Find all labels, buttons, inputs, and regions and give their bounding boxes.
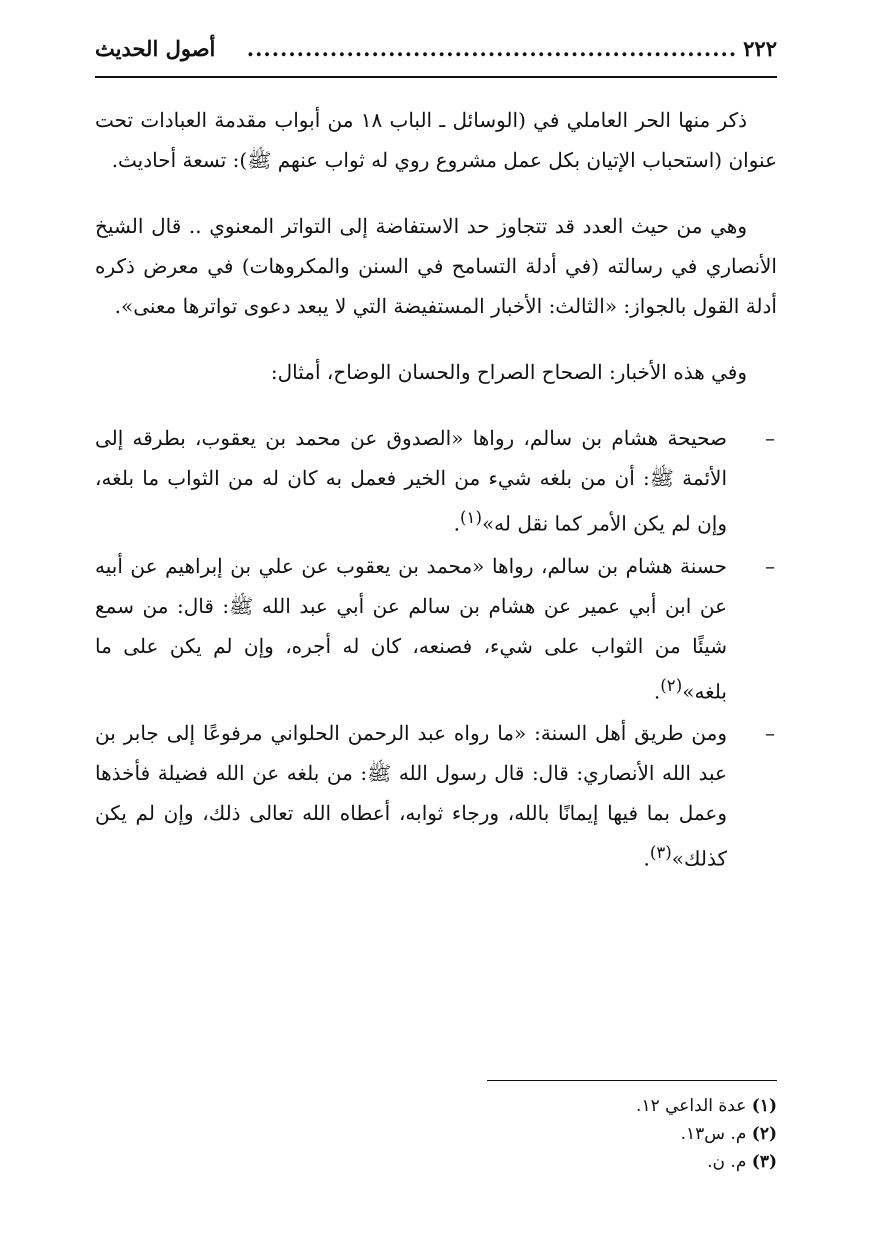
running-header: [95, 36, 777, 72]
footnote-ref: (٣): [649, 843, 672, 863]
footnote-ref: (٢): [660, 675, 683, 695]
list-item-text: صحيحة هشام بن سالم، رواها «الصدوق عن محمد بن يعقوب، بطرقه إلى الأئمة ﷺ: أن من بلغه شيء من الخير فعمل به كان له من الثواب ما بلغه، وإن لم يكن الأمر كما نقل له»: [95, 426, 727, 536]
footnote-text: م. ن.: [707, 1152, 747, 1172]
footnote-1: [487, 1092, 777, 1120]
list-item-text: حسنة هشام بن سالم، رواها «محمد بن يعقوب عن علي بن إبراهيم عن أبيه عن ابن أبي عمير عن هشام بن سالم عن أبي عبد الله ﷺ: قال: من سمع شيئًا من الثواب على شيء، فصنعه، كان له أجره، وإن لم يكن على ما بلغه»: [95, 553, 727, 704]
list-item-end: .: [453, 511, 460, 536]
footnotes: [487, 1092, 777, 1176]
paragraph-1: ذكر منها الحر العاملي في (الوسائل ـ الباب ١٨ من أبواب مقدمة العبادات تحت عنوان (استحباب الإتيان بكل عمل مشروع روي له ثواب عنهم ﷺ): تسعة أحاديث.: [95, 108, 777, 172]
main-text: [95, 100, 777, 881]
list-item: [95, 713, 777, 879]
list-item: [95, 546, 777, 712]
list-item-end: .: [643, 846, 650, 871]
header-leader-dots: ...........................................................: [246, 36, 738, 61]
footnote-text: عدة الداعي ١٢.: [636, 1096, 747, 1116]
hadith-list: [95, 418, 777, 879]
page-number: ٢٢٢: [743, 36, 777, 61]
list-dash: –: [765, 553, 775, 578]
footnote-mark: (٣): [751, 1152, 777, 1172]
footnote-2: [487, 1120, 777, 1148]
footnote-mark: (١): [751, 1096, 777, 1116]
paragraph-2: وهي من حيث العدد قد تتجاوز حد الاستفاضة إلى التواتر المعنوي .. قال الشيخ الأنصاري في رسالته (في أدلة التسامح في السنن والمكروهات) في معرض ذكره أدلة القول بالجواز: «الثالث: الأخبار المستفيضة التي لا يبعد دعوى تواترها معنى».: [95, 214, 777, 318]
footnote-3: [487, 1148, 777, 1176]
running-title: أصول الحديث: [95, 36, 216, 61]
list-item-text: ومن طريق أهل السنة: «ما رواه عبد الرحمن الحلواني مرفوعًا إلى جابر بن عبد الله الأنصاري: قال: قال رسول الله ﷺ: من بلغه عن الله فضيلة فأخذها وعمل بما فيها إيمانًا بالله، ورجاء ثوابه، أعطاه الله تعالى ذلك، وإن لم يكن كذلك»: [95, 721, 727, 871]
paragraph-3: وفي هذه الأخبار: الصحاح الصراح والحسان الوضاح، أمثال:: [270, 360, 747, 384]
list-dash: –: [765, 721, 775, 746]
list-dash: –: [765, 426, 775, 450]
header-rule: [95, 76, 777, 78]
footnote-text: م. س١٣.: [680, 1124, 747, 1144]
footnote-rule: [487, 1080, 777, 1081]
footnote-mark: (٢): [751, 1124, 777, 1144]
list-item: [95, 418, 777, 544]
list-item-end: .: [653, 679, 661, 704]
footnote-ref: (١): [459, 508, 482, 527]
